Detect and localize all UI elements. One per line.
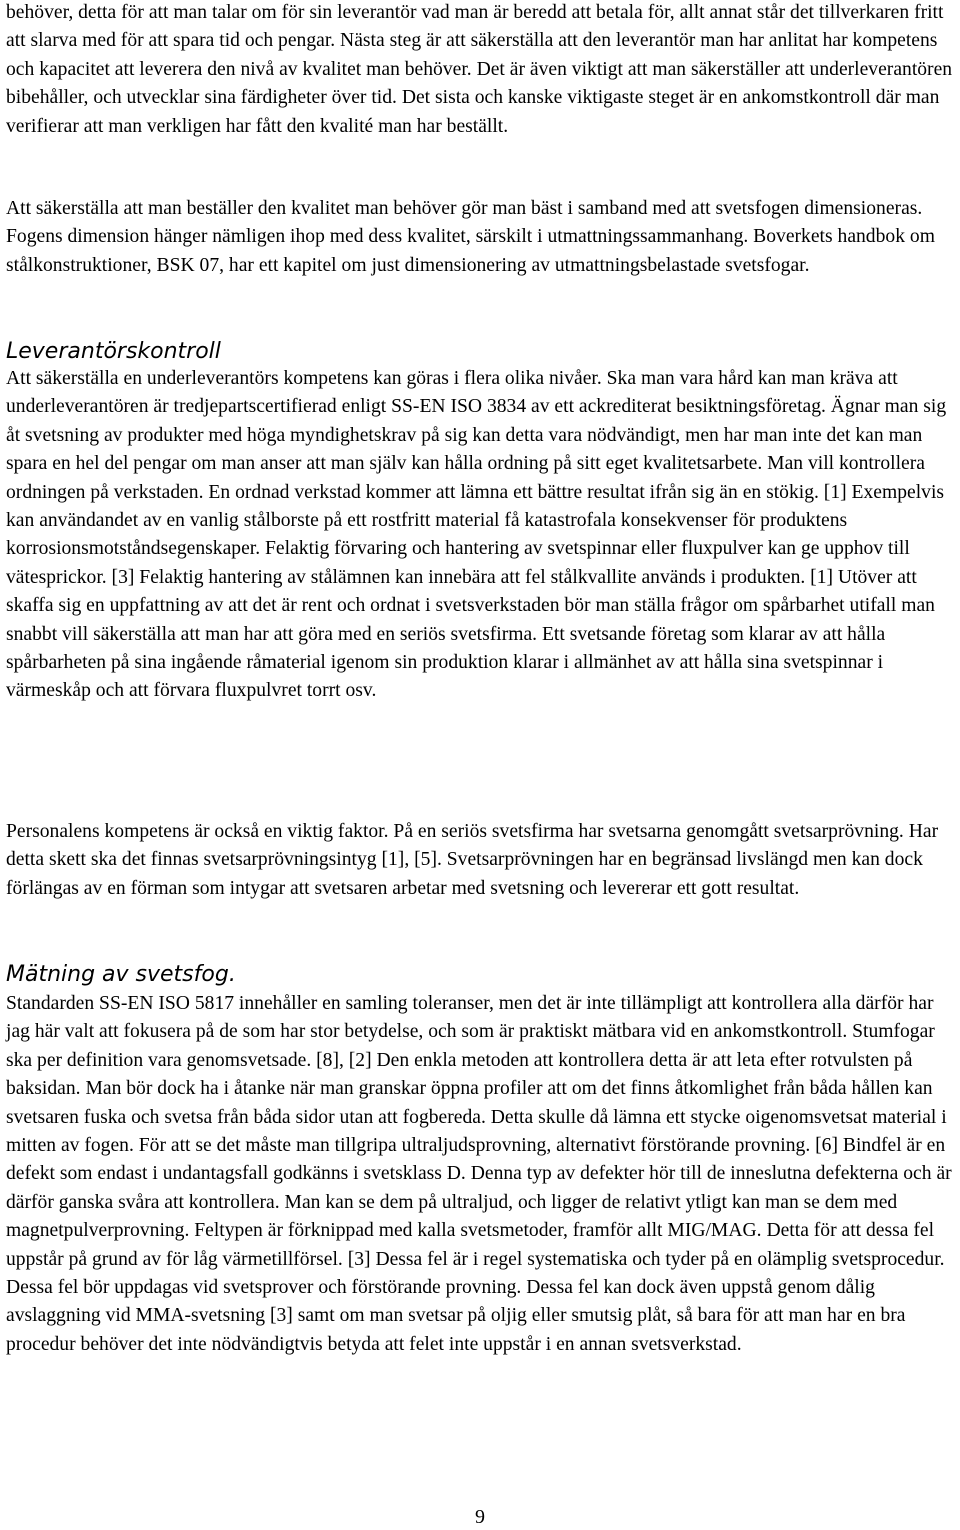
section-heading-matning-av-svetsfog: Mätning av svetsfog. (6, 962, 236, 987)
body-paragraph: Att säkerställa att man beställer den kvalitet man behöver gör man bäst i samband med att svetsfogen dimensioneras. Fogens dimension hänger nämligen ihop med dess kvalitet, särskilt i utmattningssammanhang. Boverkets handbok om stålkonstruktioner, BSK 07, har ett kapitel om just dimensionering av utmattningsbelastade svetsfogar. (6, 198, 935, 276)
section-heading-leverantorskontroll: Leverantörskontroll (6, 339, 221, 364)
body-paragraph: Standarden SS-EN ISO 5817 innehåller en samling toleranser, men det är inte tillämpligt att kontrollera alla därför har jag här valt att fokusera på de som har stor betydelse, och som är praktiskt mätbara vid en ankomstkontroll. Stumfogar ska per definition vara genomsvetsade. [8], [2] Den enkla metoden att kontrollera detta är att leta efter rotvulsten på baksidan. Man bör dock ha i åtanke när man granskar öppna profiler att om det finns åtkomlighet från båda hållen kan svetsaren fuska och svetsa från båda sidor utan att fogbereda. Detta skulle då lämna ett stycke oigenomsvetsat material i mitten av fogen. För att se det måste man tillgripa ultraljudsprovning, alternativt förstörande provning. [6] Bindfel är en defekt som endast i undantagsfall godkänns i svetsklass D. Denna typ av defekter hör till de inneslutna defekterna och är därför ganska svåra att kontrollera. Man kan se dem på ultraljud, och ligger de relativt ytligt kan man se dem med magnetpulverprovning. Feltypen är förknippad med kalla svetsmetoder, framför allt MIG/MAG. Detta för att dessa fel uppstår på grund av för låg värmetillförsel. [3] Dessa fel är i regel systematiska och tyder på en olämplig svetsprocedur. Dessa fel bör uppdagas vid svetsprover och förstörande provning. Dessa fel kan dock även uppstå genom dålig avslaggning vid MMA-svetsning [3] samt om man svetsar på oljig eller smutsig plåt, så bara för att man har en bra procedur behöver det inte nödvändigtvis betyda att felet inte uppstår i en annan svetsverkstad. (6, 993, 952, 1355)
body-paragraph: Att säkerställa en underleverantörs kompetens kan göras i flera olika nivåer. Ska man vara hård kan man kräva att underleverantören är tredjepartscertifierad enligt SS-EN ISO 3834 av ett ackrediterat besiktningsföretag. Ägnar man sig åt svetsning av produkter med höga myndighetskrav på sig kan detta vara nödvändigt, men har man inte det kan man spara en hel del pengar om man anser att man själv kan hålla ordning på sitt eget kvalitetsarbete. Man vill kontrollera ordningen på verkstaden. En ordnad verkstad kommer att lämna ett bättre resultat ifrån sig än en stökig. [1] Exempelvis kan användandet av en vanlig stålborste på ett rostfritt material få katastrofala konsekvenser för produktens korrosionsmotståndsegenskaper. Felaktig förvaring och hantering av svetspinnar eller fluxpulver kan ge upphov till vätesprickor. [3] Felaktig hantering av stålämnen kan innebära att fel stålkvallite används i produkten. [1] Utöver att skaffa sig en uppfattning av att det är rent och ordnat i svetsverkstaden bör man ställa frågor om spårbarhet utifall man snabbt vill säkerställa att man har att göra med en seriös svetsfirma. Ett svetsande företag som klarar av att hålla spårbarheten på sina ingående råmaterial igenom sin produktion klarar i allmänhet av att hålla sina svetspinnar i värmeskåp och att förvara fluxpulvret torrt osv. (6, 368, 947, 702)
page-number: 9 (475, 1506, 485, 1528)
body-paragraph: behöver, detta för att man talar om för sin leverantör vad man är beredd att betala för, allt annat står det tillverkaren fritt att slarva med för att spara tid och pengar. Nästa steg är att säkerställa att den leverantör man har anlitat har kompetens och kapacitet att leverera den nivå av kvalitet man behöver. Det är även viktigt att man säkerställer att underleverantören bibehåller, och utvecklar sina färdigheter över tid. Det sista och kanske viktigaste steget är en ankomstkontroll där man verifierar att man verkligen har fått den kvalité man har beställt. (6, 2, 953, 137)
body-paragraph: Personalens kompetens är också en viktig faktor. På en seriös svetsfirma har svetsarna genomgått svetsarprövning. Har detta skett ska det finnas svetsarprövningsintyg [1], [5]. Svetsarprövningen har en begränsad livslängd men kan dock förlängas av en förman som intygar att svetsaren arbetar med svetsning och levererar ett gott resultat. (6, 821, 939, 899)
